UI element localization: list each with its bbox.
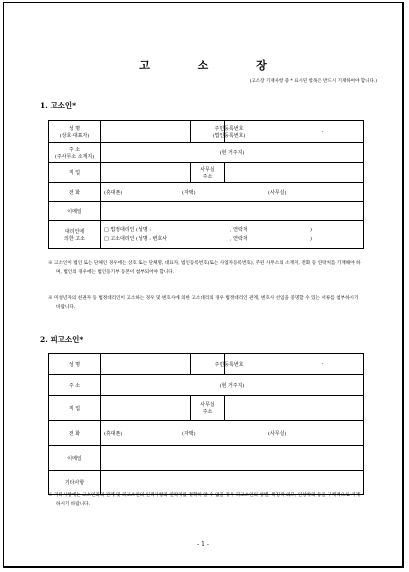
section-accused-heading: 2. 피고소인* [40, 335, 84, 344]
accused-office-label: 사무실 주소 [191, 396, 225, 421]
complainant-office-label: 사무실 주소 [191, 163, 225, 183]
complainant-email-label: 이메일 [49, 202, 101, 221]
complainant-address-field[interactable]: (현 거주지) [101, 143, 364, 163]
accused-table [48, 353, 364, 495]
document-page [3, 2, 404, 568]
note-complainant-agent: ※ 미성년자의 친권자 등 법정대리인이 고소하는 경우 및 변호사에 의한 고소대리의 경우 법정대리인 관계, 변호사 선임을 증명할 수 있는 서류를 첨부하시기 바랍니다. [48, 296, 359, 310]
complainant-phone-field[interactable]: (휴대폰) (자택) (사무실) [101, 183, 364, 202]
complainant-name-label: 성 명 (상호·대표자) [49, 121, 101, 143]
document-title: 고 소 장 [139, 59, 289, 72]
accused-etc-label: 기타사항 [49, 471, 101, 495]
accused-job-field[interactable] [101, 396, 191, 421]
complainant-agent-field[interactable] [101, 221, 364, 249]
accused-phone-field[interactable]: (휴대폰) (자택) (사무실) [101, 421, 364, 446]
accused-name-field[interactable] [101, 354, 191, 375]
accused-address-label: 주 소 [49, 375, 101, 396]
accused-name-label: 성 명 [49, 354, 101, 375]
complainant-email-field[interactable] [101, 202, 364, 221]
complainant-office-field[interactable] [225, 163, 364, 183]
complainant-id-field[interactable]: - [225, 121, 364, 143]
legal-agent-line: □ 법정대리인 (성명 : , 연락처 ) [104, 226, 312, 233]
section-complainant-heading: 1. 고소인* [40, 101, 77, 110]
accused-email-field[interactable] [101, 446, 364, 471]
complainant-agent-label: 대리인에 의한 고소 [49, 221, 101, 249]
lawyer-agent-line: □ 고소대리인 (성명 : 변호사 , 연락처 ) [104, 235, 312, 242]
accused-office-field[interactable] [225, 396, 364, 421]
accused-phone-label: 전 화 [49, 421, 101, 446]
accused-email-label: 이메일 [49, 446, 101, 471]
document-subtitle: (고소장 기재사항 중 * 표시된 항목은 반드시 기재하여야 합니다.) [249, 79, 377, 84]
complainant-id-label: 주민등록번호 (법인등록번호) [191, 121, 225, 143]
complainant-table [48, 120, 364, 249]
complainant-job-label: 직 업 [49, 163, 101, 183]
complainant-address-label: 주 소 (주사무소 소재지) [49, 143, 101, 163]
complainant-job-field[interactable] [101, 163, 191, 183]
note-complainant-corporate: ※ 고소인이 법인 또는 단체인 경우에는 상호 또는 단체명, 대표자, 법인등록번호(또는 사업자등록번호), 주된 사무소의 소재지, 전화 등 연락처를 기재해야 하며, 법인의 경우에는 법인등기부 등본이 첨부되어야 합니다. [48, 261, 361, 275]
accused-etc-field[interactable] [101, 471, 364, 495]
lawyer-agent-checkbox[interactable]: □ 고소대리인 (성명 : 변호사 [104, 235, 168, 242]
complainant-phone-label: 전 화 [49, 183, 101, 202]
accused-job-label: 직 업 [49, 396, 101, 421]
legal-agent-checkbox[interactable]: □ 법정대리인 (성명 : [104, 226, 151, 233]
page-number: - 1 - [197, 541, 209, 548]
note-accused-etc: ※ 기타사항에는 고소인과의 관계 및 피고소인의 인적사항과 연락처를 정확히 알 수 없을 경우 피고소인의 성별, 특징적 외모, 인상착의 등을 구체적으로 기재하시기 바랍니다. [48, 493, 360, 507]
accused-id-label: 주민등록번호 [191, 354, 225, 375]
complainant-name-field[interactable] [101, 121, 191, 143]
accused-address-field[interactable]: (현 거주지) [101, 375, 364, 396]
accused-id-field[interactable]: - [225, 354, 364, 375]
